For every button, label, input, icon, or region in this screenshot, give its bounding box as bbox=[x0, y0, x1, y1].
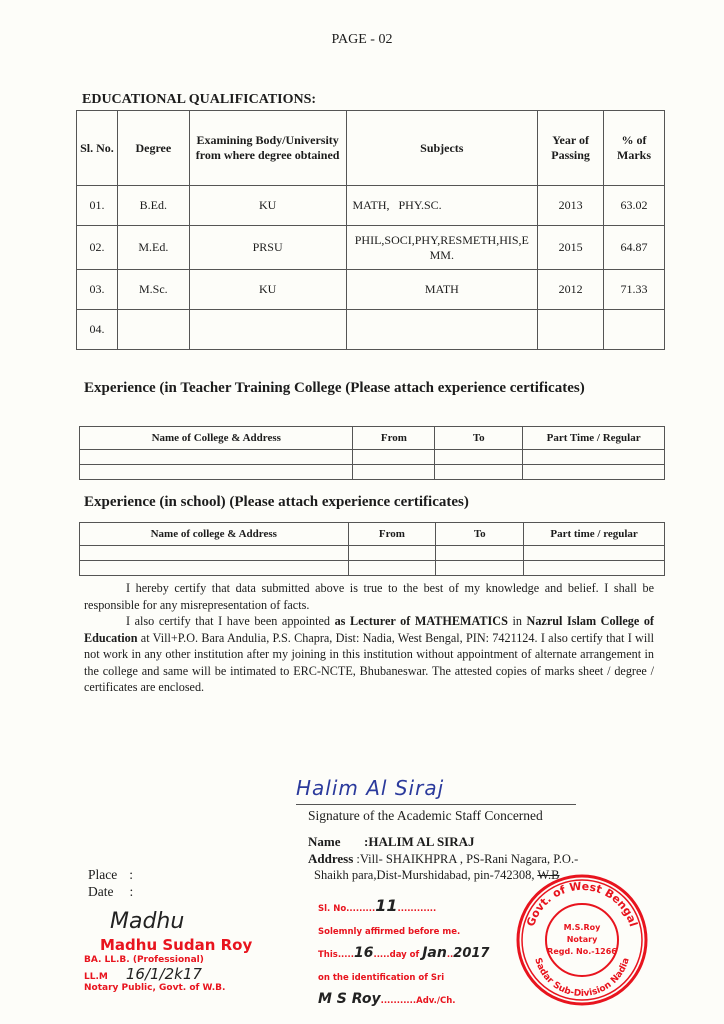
handwritten-serial: 11 bbox=[375, 896, 398, 915]
cell-body: KU bbox=[189, 186, 346, 226]
stamp-text: Adv./Ch. bbox=[416, 996, 456, 1006]
address-line-2: Shaikh para,Dist-Murshidabad, pin-742308, bbox=[314, 868, 535, 882]
cell-sl: 01. bbox=[77, 186, 118, 226]
header-year: Year of Passing bbox=[538, 111, 604, 186]
address-struck: W.B bbox=[537, 868, 560, 882]
stamp-text: Solemnly affirmed before me. bbox=[318, 927, 461, 937]
page-number: PAGE - 02 bbox=[331, 32, 393, 47]
declaration-paragraph-1: I hereby certify that data submitted above is true to the best of my knowledge and belief. I shall be responsible for any misrepresentation of facts. bbox=[84, 581, 654, 612]
affidavit-stamp: Sl. No.........11............ Solemnly affirmed before me. This.....16.....day of Jan..2017 on the identification of Sri M S Roy...........Adv./Ch. bbox=[318, 898, 518, 1013]
table-row bbox=[80, 465, 665, 480]
cell-degree: M.Sc. bbox=[117, 270, 189, 310]
address-value: :Vill- SHAIKHPRA , PS-Rani Nagara, P.O.- bbox=[356, 852, 579, 866]
cell-year bbox=[538, 310, 604, 350]
declaration bbox=[84, 580, 654, 696]
address-label: Address bbox=[308, 851, 354, 866]
declaration-text: in bbox=[507, 614, 527, 628]
declaration-text: I also certify that I have been appointed bbox=[126, 614, 335, 628]
education-section-title: EDUCATIONAL QUALIFICATIONS: bbox=[82, 92, 317, 107]
stamp-text: Sl. No. bbox=[318, 904, 350, 914]
seal-outer-text: Govt. of West Bengal bbox=[524, 879, 640, 929]
cell-marks: 63.02 bbox=[604, 186, 665, 226]
education-table bbox=[76, 110, 665, 350]
header-subjects: Subjects bbox=[346, 111, 538, 186]
name-row bbox=[308, 834, 475, 850]
notary-signature: Madhu bbox=[110, 909, 185, 934]
stamp-text: day of bbox=[389, 950, 420, 960]
cell-year: 2012 bbox=[538, 270, 604, 310]
declaration-text: at Vill+P.O. Bara Andulia, P.S. Chapra, Dist: Nadia, West Bengal, PIN: 7421124. I also certify that I will not work in any other institution after my joining in this institution without appointment of alternate arrangement in the college and same will be intimated to ERC-NCTE, Bhubaneswar. The attested copies of marks sheet / degree / certificates are enclosed. bbox=[84, 630, 654, 694]
cell-subjects: MATH bbox=[346, 270, 538, 310]
cell-marks: 71.33 bbox=[604, 270, 665, 310]
table-row bbox=[80, 546, 665, 561]
cell-year: 2015 bbox=[538, 226, 604, 270]
place-label: Place bbox=[88, 867, 118, 882]
handwritten-signature: Halim Al Siraj bbox=[296, 776, 445, 800]
header-college-name: Name of college & Address bbox=[80, 523, 349, 546]
cell-degree bbox=[117, 310, 189, 350]
notary-stamp-line: Notary Public, Govt. of W.B. bbox=[84, 983, 226, 993]
signature-line bbox=[296, 804, 576, 805]
header-degree: Degree bbox=[117, 111, 189, 186]
signature-caption: Signature of the Academic Staff Concerned bbox=[308, 808, 543, 823]
cell-marks bbox=[604, 310, 665, 350]
notary-stamp-line: LL.M bbox=[84, 972, 108, 982]
table-row bbox=[80, 561, 665, 576]
cell-sl: 02. bbox=[77, 226, 118, 270]
notary-stamp-name: Madhu Sudan Roy bbox=[100, 936, 253, 954]
cell-subjects: PHIL,SOCI,PHY,RESMETH,HIS,EMM. bbox=[346, 226, 538, 270]
position-text: as Lecturer of MATHEMATICS bbox=[334, 614, 508, 628]
handwritten-day: 16 bbox=[353, 945, 374, 961]
table-row bbox=[77, 226, 665, 270]
seal-inner-title: Notary bbox=[566, 935, 598, 944]
education-header-row bbox=[77, 111, 665, 186]
experience-school-table bbox=[79, 522, 665, 576]
table-row bbox=[77, 310, 665, 350]
header-to: To bbox=[436, 523, 524, 546]
cell-body: PRSU bbox=[189, 226, 346, 270]
notary-stamp bbox=[84, 908, 294, 994]
table-row bbox=[80, 450, 665, 465]
cell-year: 2013 bbox=[538, 186, 604, 226]
cell-sl: 04. bbox=[77, 310, 118, 350]
header-from: From bbox=[348, 523, 436, 546]
college-name: Nazrul Islam College of Education bbox=[84, 614, 654, 645]
header-college-name: Name of College & Address bbox=[80, 427, 353, 450]
cell-sl: 03. bbox=[77, 270, 118, 310]
table-row bbox=[77, 270, 665, 310]
handwritten-month: Jan bbox=[422, 945, 447, 961]
table-row bbox=[77, 186, 665, 226]
header-marks: % of Marks bbox=[604, 111, 665, 186]
seal-inner-regd: Regd. No.-1266 bbox=[547, 947, 617, 956]
place-date: Place : Date : bbox=[88, 867, 134, 899]
header-part-time: Part Time / Regular bbox=[523, 427, 665, 450]
stamp-text: This bbox=[318, 950, 338, 960]
experience-college-title: Experience (in Teacher Training College (Please attach experience certificates) bbox=[84, 380, 585, 396]
header-part-time: Part time / regular bbox=[524, 523, 665, 546]
cell-body: KU bbox=[189, 270, 346, 310]
experience-college-table bbox=[79, 426, 665, 480]
notary-seal bbox=[512, 870, 652, 1010]
cell-degree: B.Ed. bbox=[117, 186, 189, 226]
header-sl-no: Sl. No. bbox=[77, 111, 118, 186]
handwritten-identifier: M S Roy bbox=[318, 991, 381, 1007]
stamp-text: on the identification of Sri bbox=[318, 973, 445, 983]
header-to: To bbox=[435, 427, 523, 450]
seal-bottom-text: Sadar Sub-Division Nadia bbox=[532, 956, 632, 1000]
experience-school-title: Experience (in school) (Please attach experience certificates) bbox=[84, 494, 469, 510]
header-examining-body: Examining Body/University from where degree obtained bbox=[189, 111, 346, 186]
notary-handwritten-date: 16/1/2k17 bbox=[125, 965, 202, 983]
name-label: Name bbox=[308, 834, 341, 849]
date-label: Date bbox=[88, 884, 114, 899]
header-from: From bbox=[353, 427, 435, 450]
cell-degree: M.Ed. bbox=[117, 226, 189, 270]
cell-subjects bbox=[346, 310, 538, 350]
notary-stamp-line: BA. LL.B. (Professional) bbox=[84, 955, 204, 965]
name-value: :HALIM AL SIRAJ bbox=[364, 834, 475, 849]
cell-subjects: MATH, PHY.SC. bbox=[346, 186, 538, 226]
cell-marks: 64.87 bbox=[604, 226, 665, 270]
seal-inner-name: M.S.Roy bbox=[563, 923, 601, 932]
cell-body bbox=[189, 310, 346, 350]
handwritten-year: 2017 bbox=[453, 946, 490, 961]
